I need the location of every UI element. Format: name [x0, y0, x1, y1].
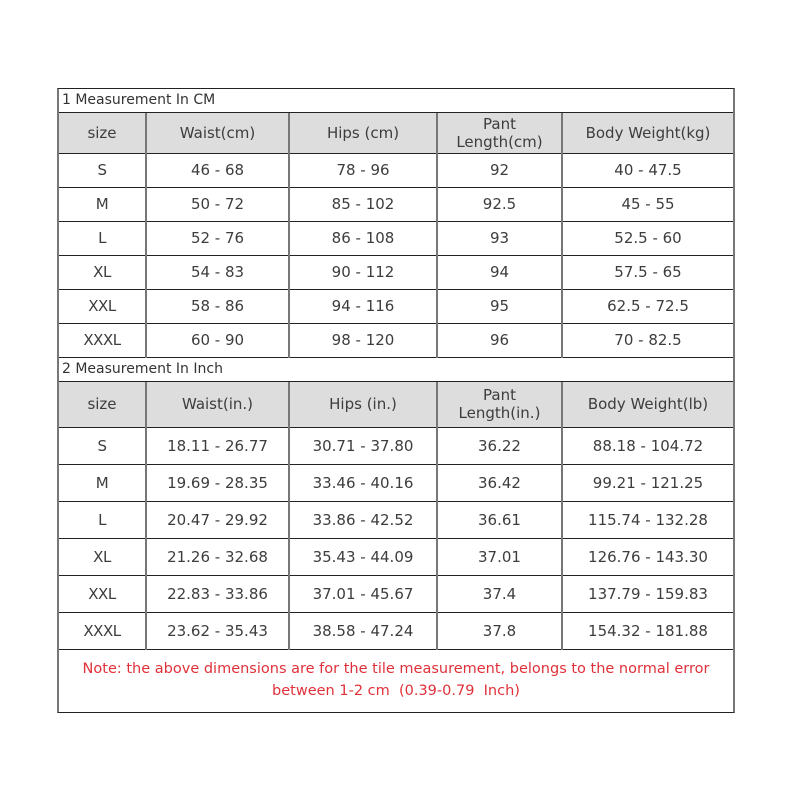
cm-size-table: [59, 113, 733, 358]
cell-hips: 98 - 120: [289, 323, 437, 357]
cell-waist: 18.11 - 26.77: [146, 428, 289, 465]
table-row: [59, 613, 733, 650]
table-row: [59, 576, 733, 613]
table-row: [59, 289, 733, 323]
cell-pant-length: 37.4: [437, 576, 562, 613]
cell-pant-length: 94: [437, 255, 562, 289]
cm-section-title: 1 Measurement In CM: [59, 89, 733, 113]
header-line: Length(cm): [456, 132, 543, 151]
cell-size: L: [59, 221, 146, 255]
inch-section-title: 2 Measurement In Inch: [59, 358, 733, 382]
cell-hips: 33.86 - 42.52: [289, 502, 437, 539]
cell-body-weight: 99.21 - 121.25: [562, 465, 733, 502]
cell-body-weight: 40 - 47.5: [562, 153, 733, 187]
note-line-1: Note: the above dimensions are for the tile measurement, belongs to the normal error: [82, 661, 710, 677]
col-header-pant-length: [437, 382, 562, 428]
col-header-hips: Hips (in.): [289, 382, 437, 428]
cell-hips: 94 - 116: [289, 289, 437, 323]
col-header-body-weight: Body Weight(kg): [562, 113, 733, 153]
cell-size: S: [59, 153, 146, 187]
cell-body-weight: 88.18 - 104.72: [562, 428, 733, 465]
cell-hips: 35.43 - 44.09: [289, 539, 437, 576]
note-line-2: between 1-2 cm (0.39-0.79 Inch): [272, 683, 520, 699]
cell-body-weight: 45 - 55: [562, 187, 733, 221]
cell-size: L: [59, 502, 146, 539]
header-line: Pant: [483, 114, 516, 133]
cell-pant-length: 36.42: [437, 465, 562, 502]
cell-waist: 20.47 - 29.92: [146, 502, 289, 539]
table-header-row: [59, 113, 733, 153]
cell-pant-length: 92: [437, 153, 562, 187]
cell-body-weight: 115.74 - 132.28: [562, 502, 733, 539]
size-chart: [57, 88, 735, 713]
col-header-hips: Hips (cm): [289, 113, 437, 153]
cell-size: XL: [59, 255, 146, 289]
cell-body-weight: 154.32 - 181.88: [562, 613, 733, 650]
cell-hips: 30.71 - 37.80: [289, 428, 437, 465]
table-row: [59, 187, 733, 221]
cell-body-weight: 62.5 - 72.5: [562, 289, 733, 323]
cell-waist: 52 - 76: [146, 221, 289, 255]
cell-body-weight: 52.5 - 60: [562, 221, 733, 255]
table-row: [59, 153, 733, 187]
table-row: [59, 428, 733, 465]
col-header-size: size: [59, 382, 146, 428]
cell-waist: 60 - 90: [146, 323, 289, 357]
inch-size-table: [59, 382, 733, 651]
table-row: [59, 465, 733, 502]
measurement-note: [59, 650, 733, 712]
cell-pant-length: 36.22: [437, 428, 562, 465]
table-row: [59, 323, 733, 357]
cell-waist: 23.62 - 35.43: [146, 613, 289, 650]
cell-size: XXL: [59, 576, 146, 613]
col-header-size: size: [59, 113, 146, 153]
cell-pant-length: 93: [437, 221, 562, 255]
cell-waist: 21.26 - 32.68: [146, 539, 289, 576]
table-row: [59, 221, 733, 255]
cell-size: S: [59, 428, 146, 465]
cell-size: XXL: [59, 289, 146, 323]
cell-waist: 22.83 - 33.86: [146, 576, 289, 613]
cell-hips: 90 - 112: [289, 255, 437, 289]
cell-body-weight: 57.5 - 65: [562, 255, 733, 289]
header-line: Length(in.): [458, 404, 541, 423]
cell-size: M: [59, 187, 146, 221]
cell-size: XXXL: [59, 613, 146, 650]
col-header-body-weight: Body Weight(lb): [562, 382, 733, 428]
cell-hips: 78 - 96: [289, 153, 437, 187]
cell-body-weight: 126.76 - 143.30: [562, 539, 733, 576]
cell-pant-length: 96: [437, 323, 562, 357]
cell-size: M: [59, 465, 146, 502]
col-header-waist: Waist(cm): [146, 113, 289, 153]
cell-pant-length: 37.01: [437, 539, 562, 576]
table-row: [59, 502, 733, 539]
cell-waist: 54 - 83: [146, 255, 289, 289]
cell-size: XL: [59, 539, 146, 576]
cell-size: XXXL: [59, 323, 146, 357]
header-line: Pant: [483, 386, 516, 405]
cell-waist: 58 - 86: [146, 289, 289, 323]
cell-waist: 46 - 68: [146, 153, 289, 187]
cell-waist: 50 - 72: [146, 187, 289, 221]
col-header-waist: Waist(in.): [146, 382, 289, 428]
cell-hips: 86 - 108: [289, 221, 437, 255]
cell-body-weight: 137.79 - 159.83: [562, 576, 733, 613]
cell-hips: 38.58 - 47.24: [289, 613, 437, 650]
cell-hips: 85 - 102: [289, 187, 437, 221]
cell-waist: 19.69 - 28.35: [146, 465, 289, 502]
cell-pant-length: 36.61: [437, 502, 562, 539]
cell-pant-length: 95: [437, 289, 562, 323]
cell-pant-length: 37.8: [437, 613, 562, 650]
cell-hips: 37.01 - 45.67: [289, 576, 437, 613]
cell-pant-length: 92.5: [437, 187, 562, 221]
col-header-pant-length: [437, 113, 562, 153]
table-header-row: [59, 382, 733, 428]
cell-hips: 33.46 - 40.16: [289, 465, 437, 502]
cell-body-weight: 70 - 82.5: [562, 323, 733, 357]
table-row: [59, 539, 733, 576]
table-row: [59, 255, 733, 289]
